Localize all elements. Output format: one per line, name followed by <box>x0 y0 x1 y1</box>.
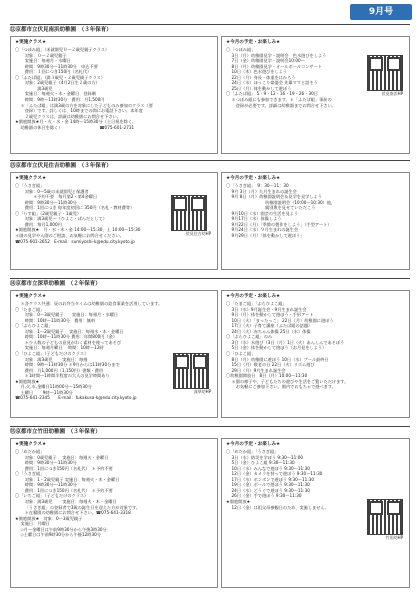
schedule-line: ＊つぼみ組にも参加できます。＊「ふたば組」事前の <box>226 96 332 102</box>
garden-open-heading: ★園庭開放★ 対象：0〜3歳児親子 <box>15 515 83 521</box>
schedule-line: 7日（金）幼稚園見学・説明会10:00〜 <box>226 58 305 64</box>
schedule-line: 〇「ぶらひよこ組」のみ <box>226 334 273 340</box>
schedule-line: 8日（月）幼稚園見学・オールボールコンサート <box>226 63 322 69</box>
class-line: 〇「めだか組」 <box>15 449 45 455</box>
qr-caption: 竹田幼HP <box>385 535 403 540</box>
schedule-line: 9月29日（月）「体を動かして遊ぼう」 <box>226 232 305 238</box>
classes-box <box>10 438 218 588</box>
class-line: 実施日：毎週月・水曜日 <box>15 58 71 64</box>
schedule-line: 9日（月）体を動かして遊ぼう・手形アート <box>226 312 314 318</box>
qr-code-icon[interactable] <box>171 195 207 231</box>
schedule-line: 15日（月）敬老の日 22日（火）リズム遊び <box>226 362 315 368</box>
class-line: 「うさぎ組」の登録者で3歳の誕生日を迎えた方が対象です。 <box>15 504 141 510</box>
garden-open-line: ◇月〜金曜日は午前9時30分から午後3時30分 <box>15 526 107 532</box>
schedule-line: 〇「めだか組」「うさぎ組」 <box>226 449 279 455</box>
class-line: ＊「ふたば組」は満3歳の方を対象にした子どものみ参加のクラス（要 <box>15 102 153 108</box>
class-line: 対象：満3歳児 実施日：毎週火・木・金曜日 <box>15 498 117 504</box>
class-line: 費用：１回につき150円（名札代） <box>15 69 92 75</box>
garden-open-line: 12日（金）は祖父母参観日のため、実施しません。 <box>226 504 330 510</box>
class-line: 〇「ひよこ組」（子どもだけのクラス） <box>15 350 89 356</box>
classes-heading: ★実施クラス★ <box>15 176 47 181</box>
garden-open-line: 実施日：月曜日 <box>15 521 50 527</box>
schedule-line: 3日（水）防災を学ぼう 9:30〜11:00 <box>226 454 304 460</box>
class-line: 対象：0〜5歳の未就園児と保護者 <box>15 188 89 194</box>
class-line: 対象：1・2歳児親子 実施日：毎週火・木・金曜日 <box>15 476 120 482</box>
class-line: 登録）です。詳しくは、10時までの間にお電話下さい。本年度 <box>15 108 143 114</box>
classes-heading: ★実施クラス★ <box>15 294 47 299</box>
classes-box <box>10 290 218 418</box>
schedule-line: 3日（水）水遊び（3日（月）1日（火）あんしんであそぼう <box>226 339 345 345</box>
class-line: 時間：9時30分〜11時30分 <box>15 199 77 205</box>
class-line: 〇「つぼみ組」（未就園児０〜２歳児親子クラス） <box>15 47 110 53</box>
qr-code-icon[interactable] <box>173 353 209 389</box>
schedule-line: 3日（月）幼稚園見学・説明会 色水遊びをしよう <box>226 52 327 58</box>
garden-open-heading: ★園庭開放★ <box>226 498 251 504</box>
contact-line: ☎075-641-2345 E-mail：fukakusa-k@edu.city.kyoto.jp <box>15 395 137 401</box>
schedule-heading: ★今月の予定・お楽しみ★ <box>226 176 281 181</box>
section-title: ⑮京都市立竹田幼稚園 （３年保育） <box>10 429 101 435</box>
note-line: ＊園の見学や入園のご相談、お気軽にお問合せください。 <box>15 232 124 238</box>
contact-line: 幼稚園の休日を除く） ☎075-601-2731 <box>15 124 135 130</box>
schedule-box <box>221 290 410 418</box>
class-line: 費用：1回につき 毎年度初回に 350円（名札・教材費等） <box>15 205 135 211</box>
schedule-line: 26日（金）手で遊ぼう 9:30〜11:30 <box>226 493 302 499</box>
schedule-heading: ★今月の予定・お楽しみ★ <box>226 294 281 299</box>
schedule-line: 8日（月）幼稚園に遊ぼう 10日（水）プール最終日 <box>226 356 329 362</box>
class-line: 対象：2歳児親子（4月2日生２歳の方） <box>15 80 100 86</box>
schedule-line: 5日（金）体を動かして遊ぼう（お月見をしよう） <box>226 345 327 351</box>
class-line: 時間：9時30分〜11時30分 <box>15 482 77 488</box>
schedule-line: 〇「ひよこ組」 <box>226 350 256 356</box>
schedule-line: 10日（木）色水遊びをしよう <box>226 69 288 75</box>
section-title: ⑭京都市立深草幼稚園 （２年保育） <box>10 281 101 287</box>
schedule-line: 12日（金）カメラを持って遊ぼう 9:30〜11:30 <box>226 471 323 477</box>
schedule-line: 〇「ふたば組」 5・9・12・16・19・26・30日 <box>226 91 318 97</box>
class-line: 時間：9時〜11時30分 ＊9月からは11時30分まで <box>15 362 120 368</box>
garden-open-heading: ★園庭開放★ <box>15 378 40 384</box>
schedule-line: 19日（金）ボールで遊ぼう 9:30〜11:30 <box>226 482 310 488</box>
schedule-line: 9月 3日（月）九月生まれの誕生会 <box>226 188 297 194</box>
section-takeda <box>10 426 410 591</box>
schedule-line: 親別衆を見せていただこう <box>226 205 316 211</box>
qr-caption: 伏見住吉幼HP <box>185 231 211 236</box>
class-line: 費用：1回につき150円（名札代） ＊予約不要 <box>15 465 113 471</box>
schedule-line: 17日（水）ボンボンで遊ぼう 9:30〜11:30 <box>226 476 315 482</box>
month-badge: 9月号 <box>350 4 412 20</box>
schedule-box <box>221 172 410 270</box>
class-line: 時間：10時〜11時30分 費用：無料 <box>15 317 96 323</box>
qr-caption: 伏見南浜HP <box>381 91 403 96</box>
class-line: 〇「ぶらひよこ組」 <box>15 323 53 329</box>
schedule-line: 29日（月）9月生まれ誕生会 <box>226 367 286 373</box>
schedule-heading: ★今月の予定・お楽しみ★ <box>226 442 281 447</box>
class-line: ＊1時間〜1時間半程度の大人の見学時間あり <box>15 373 110 379</box>
classes-box <box>10 36 218 154</box>
schedule-line: ＊園の様子や、子どもたちの遊びや生活をご覧いただけます。 <box>226 378 349 384</box>
garden-open-line: ★園庭開放★月・火・水・金 14時〜15時30分（土日祝を除く、 <box>15 119 137 125</box>
schedule-heading: ★今月の予定・お楽しみ★ <box>226 40 281 45</box>
garden-open-line: ◇土曜日は午前9時30分から午後12時30分 <box>15 532 102 538</box>
class-line: 〇「いちご組」（子どもだけのクラス） <box>15 493 89 499</box>
schedule-line: 〇「たまご組」「ぶらひよこ組」 <box>226 301 287 307</box>
class-line: 〇「うさぎ組」 <box>15 183 45 189</box>
class-line: 時間：9時30分〜11時30分 <box>15 460 77 466</box>
schedule-line: 〇「うさぎ組」 9：30〜11：30 <box>226 183 289 189</box>
schedule-line: 24日（火）赤ちゃん体操 25日（水）体操 <box>226 328 311 334</box>
class-line: ＊予約不要 毎月第2・第4金曜日 <box>15 194 98 200</box>
schedule-line: 9月 8日（月）幼稚園説明会＆見学を見学しよう <box>226 194 322 200</box>
class-line: 対象：満3歳児 実施日：毎週 <box>15 356 88 362</box>
classes-heading: ★実施クラス★ <box>15 442 47 447</box>
class-line: 〇「ふたば組」（満３歳児・２歳児親子クラス） <box>15 74 105 80</box>
garden-open-line: ★園庭開放★ 月・水・木・金 14:00〜15:30、土 10:00〜15:30 <box>15 227 141 233</box>
class-line: 対象：1〜2歳児親子 実施日：毎週水・木・金曜日 <box>15 328 124 334</box>
schedule-box <box>221 36 410 154</box>
classes-box <box>10 172 218 270</box>
class-line: 時間：9時～11時30分 費用：月1,500円 <box>15 96 105 102</box>
class-line: 実施日：毎週火・木・金曜日 登録制 <box>15 91 96 97</box>
class-line: 費用：毎月1,000円 <box>15 221 62 227</box>
open-day-line: 〇幼稚園開放日 8日（月）10:00〜11:30 <box>226 373 308 379</box>
class-line: 時間：9時30分〜11時30分 申込不要 <box>15 63 98 69</box>
schedule-box <box>221 438 410 588</box>
classes-heading: ★実施クラス★ <box>15 40 47 45</box>
schedule-line: 10日（火）「まったっこ」 22日（月）幼稚園に遊ぼう <box>226 317 334 323</box>
class-line: 実施日：毎週月曜日 時間：10時〜12時 <box>15 345 104 351</box>
class-line: 満3歳児 <box>15 85 53 91</box>
section-title: ⑬京都市立伏見住吉幼稚園 （３年保育） <box>10 163 112 169</box>
schedule-line: 25日（月）体を動かして遊ぼう <box>226 85 292 91</box>
class-line: 対象：満3歳児〜（ひよこ・ぱんだとして） <box>15 216 107 222</box>
class-line: ＊在籍園の幼稚園にお問合せ下さい。☎075-641-3318 <box>15 510 131 516</box>
class-line: 〇「りす組」（2歳児親子・1歳児） <box>15 210 82 216</box>
class-line: 対象：０〜２歳児親子 <box>15 52 67 58</box>
schedule-line: 5日（金）ひよこ組 9:30〜11:30 <box>226 460 295 466</box>
qr-caption: 深草幼HP <box>193 389 211 394</box>
schedule-line: お気軽にご参加下さい。園内でおもちゃで遊べます。 <box>226 384 336 390</box>
section-fukakusa <box>10 278 410 421</box>
section-minamihama <box>10 24 410 155</box>
class-line: 時間：10時〜11時30分 費用：年間800円（金） <box>15 334 118 340</box>
class-line: 対象：0〜3歳児親子 実施日：毎週月・水曜日 <box>15 312 118 318</box>
schedule-line: 17日（火）子育て講座（ふたば組の話題） <box>226 323 313 329</box>
garden-open-line: 土曜日 9時〜11時30分 <box>15 389 73 395</box>
class-line: 〇「たまご組」 <box>15 306 45 312</box>
garden-open-line: 月,火,水,金曜日11時00分〜15時30分 <box>15 384 92 390</box>
class-line: ２歳児クラスは、詳細は幼稚園にお問合せ下さい。 <box>15 113 121 119</box>
qr-code-icon[interactable] <box>367 499 403 535</box>
schedule-line: 10日（水）みんなで遊ぼう 9:30〜11:30 <box>226 465 310 471</box>
class-line: 費用：1回につき150円（名札代） ＊予約不要 <box>15 487 113 493</box>
class-line: 対象：0歳児親子 実施日：毎週火・金曜日 <box>15 454 109 460</box>
class-line: 費用：月1,000円（1,150円）書類・費用 <box>15 367 104 373</box>
schedule-line: 22日（月）身長・体重をはかろう <box>226 74 296 80</box>
contact-line: ☎075-601-2652 E-mail：sumiyoshi-k@edu.city.kyoto.jp <box>15 238 135 244</box>
schedule-line: 〇「つぼみ組」 <box>226 47 256 53</box>
schedule-line: 3日（水）9月誕生会・9月生まれ誕生会 <box>226 306 307 312</box>
schedule-line: 9月24日（水）９月生まれの誕生会 <box>226 227 299 233</box>
schedule-line: 24日（水）どうぐで遊ぼう 9:30〜11:30 <box>226 487 310 493</box>
class-line: 〇「うさぎ組」 <box>15 471 45 477</box>
schedule-line: 9月10日（水）園芸の生活を見よう <box>226 210 299 216</box>
schedule-line: 24日（水）ほっこり楽器会 先輩ママと話そう <box>226 80 318 86</box>
schedule-line: 登録が必要です。詳細は幼稚園までお問合せ下さい。 <box>226 102 336 108</box>
section-sumiyoshi <box>10 160 410 273</box>
class-line: ＊少人数の子どもの意見がわく素材を使ってあそび <box>15 339 122 345</box>
section-title: ⑫京都市立伏見南浜幼稚園 （３年保育） <box>10 27 112 33</box>
schedule-line: 幼稚園説明会（10:00〜10:30）他， <box>226 199 336 205</box>
schedule-line: 9月22日（月）「季節の製作をしよう」（手型アート） <box>226 221 332 227</box>
qr-code-icon[interactable] <box>367 55 403 91</box>
schedule-line: 9月17日（水）体操しよう <box>226 216 282 222</box>
class-line: ＊各クラス共通：昼のお弁当タイムは幼稚園の給食事業を活用しています。 <box>15 301 163 307</box>
